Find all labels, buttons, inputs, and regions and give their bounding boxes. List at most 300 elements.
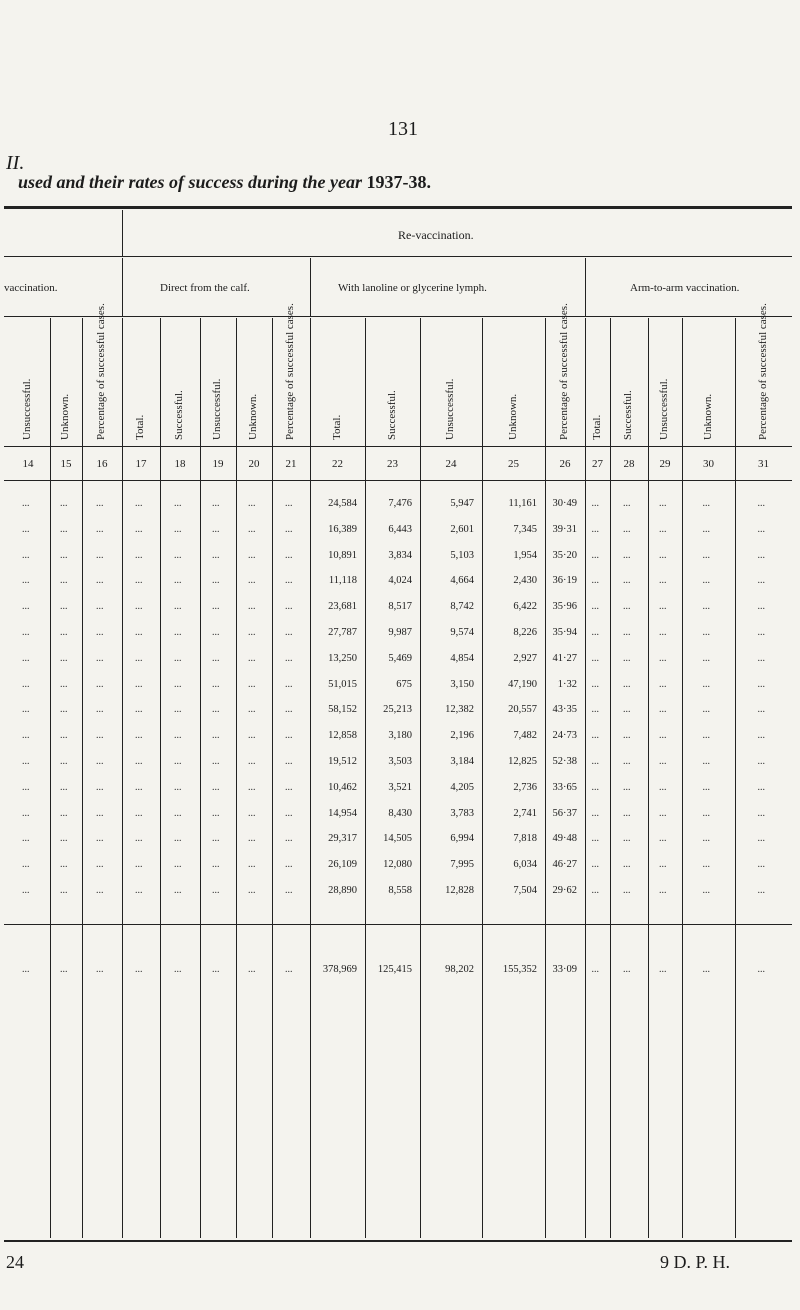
table-cell: 10,462 [328, 781, 357, 793]
ellipsis-cell: ... [60, 859, 68, 871]
ellipsis-cell: ... [659, 523, 667, 535]
table-cell: 39·31 [552, 523, 577, 535]
ellipsis-cell: ... [248, 781, 256, 793]
table-cell: 43·35 [552, 704, 577, 716]
ellipsis-cell: ... [212, 964, 220, 975]
ellipsis-cell: ... [96, 678, 104, 690]
column-line [200, 318, 201, 1238]
ellipsis-cell: ... [659, 964, 667, 975]
ellipsis-cell: ... [757, 885, 765, 896]
ellipsis-cell: ... [135, 575, 143, 587]
column-header: Unknown. [59, 393, 71, 440]
ellipsis-cell: ... [60, 781, 68, 793]
table-cell: 3,180 [388, 730, 412, 742]
table-cell: 6,994 [450, 833, 474, 845]
heading-year: 1937-38. [366, 172, 432, 192]
column-line [365, 318, 366, 1238]
ellipsis-cell: ... [174, 549, 182, 561]
ellipsis-cell: ... [623, 601, 631, 613]
table-cell: 20,557 [508, 704, 537, 716]
ellipsis-cell: ... [174, 704, 182, 716]
ellipsis-cell: ... [96, 781, 104, 793]
ellipsis-cell: ... [285, 756, 293, 767]
table-cell: 4,854 [450, 652, 474, 664]
ellipsis-cell: ... [623, 575, 631, 587]
ellipsis-cell: ... [757, 549, 765, 561]
ellipsis-cell: ... [174, 885, 182, 896]
table-cell: 7,818 [513, 833, 537, 845]
ellipsis-cell: ... [659, 756, 667, 767]
column-number: 28 [623, 458, 635, 470]
ellipsis-cell: ... [174, 652, 182, 664]
column-header: Percentage of successful cases. [756, 303, 769, 440]
ellipsis-cell: ... [623, 964, 631, 975]
section-rule [4, 316, 792, 317]
ellipsis-cell: ... [212, 833, 220, 845]
corner-mark: II. [6, 152, 25, 174]
table-cell: 2,430 [513, 575, 537, 587]
ellipsis-cell: ... [135, 833, 143, 845]
table-cell: 5,103 [450, 549, 474, 561]
ellipsis-cell: ... [22, 859, 30, 871]
column-number: 30 [703, 458, 714, 470]
table-cell: 675 [396, 678, 412, 690]
column-number: 29 [659, 458, 671, 470]
table-cell: 8,226 [513, 627, 537, 638]
ellipsis-cell: ... [702, 756, 710, 767]
ellipsis-cell: ... [285, 833, 293, 845]
column-number: 16 [96, 458, 108, 470]
total-cell: 98,202 [445, 964, 474, 975]
table-cell: 3,783 [450, 807, 474, 819]
ellipsis-cell: ... [96, 964, 104, 975]
ellipsis-cell: ... [659, 678, 667, 690]
table-bottom-rule [4, 1240, 792, 1242]
column-line [82, 318, 83, 1238]
ellipsis-cell: ... [135, 730, 143, 742]
table-cell: 6,422 [513, 601, 537, 613]
ellipsis-cell: ... [135, 964, 143, 975]
column-header: Unknown. [506, 393, 519, 440]
table-cell: 13,250 [328, 652, 357, 664]
column-header: Unsuccessful. [658, 378, 670, 440]
table-cell: 24,584 [328, 498, 357, 509]
ellipsis-cell: ... [212, 601, 220, 613]
ellipsis-cell: ... [623, 859, 631, 871]
column-line [585, 318, 586, 1238]
ellipsis-cell: ... [96, 730, 104, 742]
table-cell: 58,152 [328, 704, 357, 716]
ellipsis-cell: ... [285, 964, 293, 975]
column-number: 17 [135, 458, 147, 470]
table-cell: 12,858 [328, 730, 357, 742]
ellipsis-cell: ... [60, 575, 68, 587]
ellipsis-cell: ... [659, 833, 667, 845]
table-cell: 41·27 [552, 652, 577, 664]
ellipsis-cell: ... [248, 627, 256, 638]
ellipsis-cell: ... [60, 807, 68, 819]
ellipsis-cell: ... [702, 833, 710, 845]
ellipsis-cell: ... [591, 498, 599, 509]
ellipsis-cell: ... [702, 627, 710, 638]
total-cell: 155,352 [502, 964, 537, 975]
ellipsis-cell: ... [212, 678, 220, 690]
ellipsis-cell: ... [212, 704, 220, 716]
ellipsis-cell: ... [623, 885, 631, 896]
ellipsis-cell: ... [757, 730, 765, 742]
table-cell: 7,504 [513, 885, 537, 896]
ellipsis-cell: ... [591, 756, 599, 767]
table-cell: 4,664 [450, 575, 474, 587]
column-number: 19 [212, 458, 224, 470]
table-cell: 46·27 [552, 859, 577, 871]
ellipsis-cell: ... [135, 652, 143, 664]
ellipsis-cell: ... [757, 964, 765, 975]
table-cell: 4,205 [450, 781, 474, 793]
column-number: 31 [758, 458, 769, 470]
ellipsis-cell: ... [659, 498, 667, 509]
ellipsis-cell: ... [702, 807, 710, 819]
column-line [682, 318, 683, 1238]
table-top-rule [4, 206, 792, 209]
table-cell: 3,521 [388, 781, 412, 793]
ellipsis-cell: ... [248, 730, 256, 742]
ellipsis-cell: ... [285, 523, 293, 535]
table-cell: 6,443 [388, 523, 412, 535]
table-cell: 2,741 [513, 807, 537, 819]
ellipsis-cell: ... [591, 704, 599, 716]
table-cell: 8,430 [388, 807, 412, 819]
ellipsis-cell: ... [135, 601, 143, 613]
ellipsis-cell: ... [212, 575, 220, 587]
column-line [236, 318, 237, 1238]
ellipsis-cell: ... [285, 601, 293, 613]
ellipsis-cell: ... [285, 575, 293, 587]
table-cell: 29,317 [328, 833, 357, 845]
ellipsis-cell: ... [212, 756, 220, 767]
table-cell: 14,954 [328, 807, 357, 819]
ellipsis-cell: ... [702, 652, 710, 664]
ellipsis-cell: ... [96, 704, 104, 716]
ellipsis-cell: ... [22, 678, 30, 690]
ellipsis-cell: ... [757, 627, 765, 638]
ellipsis-cell: ... [96, 756, 104, 767]
ellipsis-cell: ... [22, 807, 30, 819]
ellipsis-cell: ... [702, 575, 710, 587]
ellipsis-cell: ... [248, 601, 256, 613]
column-header: Percentage of successful cases. [95, 303, 107, 440]
ellipsis-cell: ... [96, 601, 104, 613]
ellipsis-cell: ... [757, 523, 765, 535]
ellipsis-cell: ... [757, 781, 765, 793]
ellipsis-cell: ... [702, 678, 710, 690]
column-line [160, 318, 161, 1238]
ellipsis-cell: ... [702, 859, 710, 871]
ellipsis-cell: ... [591, 601, 599, 613]
group-rule [4, 256, 792, 257]
table-cell: 3,184 [450, 756, 474, 767]
ellipsis-cell: ... [135, 781, 143, 793]
section-divider-3 [585, 258, 586, 316]
column-header: Percentage of successful cases. [558, 303, 570, 440]
table-cell: 7,482 [513, 730, 537, 742]
ellipsis-cell: ... [248, 756, 256, 767]
ellipsis-cell: ... [591, 833, 599, 845]
ellipsis-cell: ... [135, 885, 143, 896]
column-header: Successful. [385, 390, 398, 440]
ellipsis-cell: ... [22, 627, 30, 638]
column-line [50, 318, 51, 1238]
column-header: Successful. [173, 390, 185, 440]
ellipsis-cell: ... [212, 807, 220, 819]
table-cell: 5,469 [388, 652, 412, 664]
ellipsis-cell: ... [248, 575, 256, 587]
table-cell: 26,109 [328, 859, 357, 871]
section-left-cut: vaccination. [4, 282, 58, 294]
ellipsis-cell: ... [174, 627, 182, 638]
ellipsis-cell: ... [212, 549, 220, 561]
ellipsis-cell: ... [757, 601, 765, 613]
ellipsis-cell: ... [135, 807, 143, 819]
ellipsis-cell: ... [285, 678, 293, 690]
total-cell: 33·09 [552, 964, 577, 975]
table-cell: 35·96 [552, 601, 577, 613]
ellipsis-cell: ... [623, 704, 631, 716]
table-cell: 12,828 [445, 885, 474, 896]
section-lanoline: With lanoline or glycerine lymph. [338, 282, 487, 294]
ellipsis-cell: ... [174, 523, 182, 535]
ellipsis-cell: ... [591, 523, 599, 535]
ellipsis-cell: ... [285, 885, 293, 896]
table-cell: 56·37 [552, 807, 577, 819]
ellipsis-cell: ... [248, 498, 256, 509]
table-cell: 3,503 [388, 756, 412, 767]
ellipsis-cell: ... [22, 498, 30, 509]
ellipsis-cell: ... [702, 781, 710, 793]
column-line [482, 318, 483, 1238]
ellipsis-cell: ... [96, 859, 104, 871]
ellipsis-cell: ... [96, 575, 104, 587]
ellipsis-cell: ... [248, 523, 256, 535]
column-line [610, 318, 611, 1238]
ellipsis-cell: ... [591, 549, 599, 561]
ellipsis-cell: ... [659, 704, 667, 716]
ellipsis-cell: ... [135, 549, 143, 561]
column-line [648, 318, 649, 1238]
column-header: Percentage of successful cases. [284, 303, 296, 440]
ellipsis-cell: ... [659, 807, 667, 819]
table-cell: 4,024 [388, 575, 412, 587]
ellipsis-cell: ... [702, 523, 710, 535]
ellipsis-cell: ... [702, 730, 710, 742]
column-number: 20 [248, 458, 260, 470]
ellipsis-cell: ... [659, 885, 667, 896]
ellipsis-cell: ... [60, 678, 68, 690]
ellipsis-cell: ... [248, 807, 256, 819]
column-line [272, 318, 273, 1238]
ellipsis-cell: ... [135, 627, 143, 638]
column-header: Unsuccessful. [211, 378, 223, 440]
ellipsis-cell: ... [174, 756, 182, 767]
ellipsis-cell: ... [22, 833, 30, 845]
ellipsis-cell: ... [96, 498, 104, 509]
column-number: 22 [332, 458, 343, 470]
table-cell: 16,389 [328, 523, 357, 535]
table-cell: 35·20 [552, 549, 577, 561]
ellipsis-cell: ... [248, 964, 256, 975]
ellipsis-cell: ... [285, 498, 293, 509]
ellipsis-cell: ... [96, 807, 104, 819]
column-header: Unsuccessful. [444, 378, 456, 440]
table-cell: 7,345 [513, 523, 537, 535]
ellipsis-cell: ... [623, 833, 631, 845]
ellipsis-cell: ... [591, 730, 599, 742]
ellipsis-cell: ... [702, 549, 710, 561]
ellipsis-cell: ... [659, 549, 667, 561]
ellipsis-cell: ... [757, 498, 765, 509]
ellipsis-cell: ... [757, 575, 765, 587]
ellipsis-cell: ... [22, 575, 30, 587]
ellipsis-cell: ... [591, 964, 599, 975]
total-cell: 125,415 [377, 964, 412, 975]
ellipsis-cell: ... [623, 627, 631, 638]
table-cell: 23,681 [328, 601, 357, 613]
ellipsis-cell: ... [285, 730, 293, 742]
ellipsis-cell: ... [22, 756, 30, 767]
ellipsis-cell: ... [212, 885, 220, 896]
column-header: Successful. [622, 390, 634, 440]
total-cell: 378,969 [322, 964, 357, 975]
column-line [735, 318, 736, 1238]
ellipsis-cell: ... [60, 964, 68, 975]
table-cell: 25,213 [383, 704, 412, 716]
table-cell: 8,742 [450, 601, 474, 613]
table-cell: 35·94 [552, 627, 577, 638]
column-number: 15 [60, 458, 72, 470]
table-cell: 6,034 [513, 859, 537, 871]
table-cell: 27,787 [328, 627, 357, 638]
ellipsis-cell: ... [623, 652, 631, 664]
column-header: Total. [134, 414, 146, 440]
ellipsis-cell: ... [623, 523, 631, 535]
column-header: Unsuccessful. [21, 378, 33, 440]
table-cell: 2,736 [513, 781, 537, 793]
ellipsis-cell: ... [22, 885, 30, 896]
ellipsis-cell: ... [212, 627, 220, 638]
ellipsis-cell: ... [135, 678, 143, 690]
ellipsis-cell: ... [285, 807, 293, 819]
ellipsis-cell: ... [60, 885, 68, 896]
table-cell: 51,015 [328, 678, 357, 690]
ellipsis-cell: ... [248, 859, 256, 871]
page-number: 131 [388, 118, 418, 140]
table-cell: 7,476 [388, 498, 412, 509]
column-line [310, 318, 311, 1238]
ellipsis-cell: ... [60, 730, 68, 742]
ellipsis-cell: ... [96, 627, 104, 638]
ellipsis-cell: ... [135, 498, 143, 509]
ellipsis-cell: ... [757, 756, 765, 767]
table-cell: 9,987 [388, 627, 412, 638]
table-cell: 14,505 [383, 833, 412, 845]
ellipsis-cell: ... [60, 601, 68, 613]
ellipsis-cell: ... [659, 575, 667, 587]
ellipsis-cell: ... [702, 964, 710, 975]
ellipsis-cell: ... [60, 523, 68, 535]
ellipsis-cell: ... [591, 807, 599, 819]
ellipsis-cell: ... [174, 964, 182, 975]
section-divider-1 [122, 258, 123, 316]
ellipsis-cell: ... [96, 549, 104, 561]
column-header: Unknown. [247, 393, 259, 440]
heading-text: used and their rates of success during the year [18, 172, 367, 192]
ellipsis-cell: ... [248, 549, 256, 561]
ellipsis-cell: ... [659, 627, 667, 638]
column-header: Unknown. [701, 393, 714, 440]
ellipsis-cell: ... [22, 964, 30, 975]
ellipsis-cell: ... [22, 523, 30, 535]
section-divider-2 [310, 258, 311, 316]
ellipsis-cell: ... [591, 575, 599, 587]
ellipsis-cell: ... [174, 678, 182, 690]
ellipsis-cell: ... [591, 859, 599, 871]
table-cell: 24·73 [552, 730, 577, 742]
table-cell: 7,995 [450, 859, 474, 871]
ellipsis-cell: ... [22, 652, 30, 664]
ellipsis-cell: ... [285, 781, 293, 793]
table-cell: 33·65 [552, 781, 577, 793]
column-number: 26 [559, 458, 571, 470]
ellipsis-cell: ... [135, 704, 143, 716]
ellipsis-cell: ... [702, 601, 710, 613]
column-header: Total. [590, 414, 603, 440]
ellipsis-cell: ... [212, 498, 220, 509]
ellipsis-cell: ... [22, 730, 30, 742]
ellipsis-cell: ... [623, 730, 631, 742]
ellipsis-cell: ... [757, 859, 765, 871]
ellipsis-cell: ... [757, 652, 765, 664]
column-line [545, 318, 546, 1238]
ellipsis-cell: ... [60, 652, 68, 664]
ellipsis-cell: ... [22, 549, 30, 561]
ellipsis-cell: ... [659, 781, 667, 793]
section-direct-calf: Direct from the calf. [160, 282, 250, 294]
table-cell: 52·38 [552, 756, 577, 767]
table-cell: 30·49 [552, 498, 577, 509]
ellipsis-cell: ... [212, 652, 220, 664]
ellipsis-cell: ... [96, 885, 104, 896]
ellipsis-cell: ... [623, 807, 631, 819]
ellipsis-cell: ... [60, 627, 68, 638]
ellipsis-cell: ... [212, 859, 220, 871]
table-cell: 1·32 [557, 678, 577, 690]
table-cell: 1,954 [513, 549, 537, 561]
ellipsis-cell: ... [757, 704, 765, 716]
ellipsis-cell: ... [174, 781, 182, 793]
ellipsis-cell: ... [757, 678, 765, 690]
table-cell: 2,601 [450, 523, 474, 535]
ellipsis-cell: ... [60, 756, 68, 767]
ellipsis-cell: ... [96, 523, 104, 535]
column-number: 23 [387, 458, 398, 470]
ellipsis-cell: ... [60, 833, 68, 845]
footer-signature: 9 D. P. H. [660, 1252, 731, 1272]
ellipsis-cell: ... [285, 652, 293, 664]
ellipsis-cell: ... [623, 678, 631, 690]
ellipsis-cell: ... [174, 807, 182, 819]
table-cell: 49·48 [552, 833, 577, 845]
ellipsis-cell: ... [174, 575, 182, 587]
